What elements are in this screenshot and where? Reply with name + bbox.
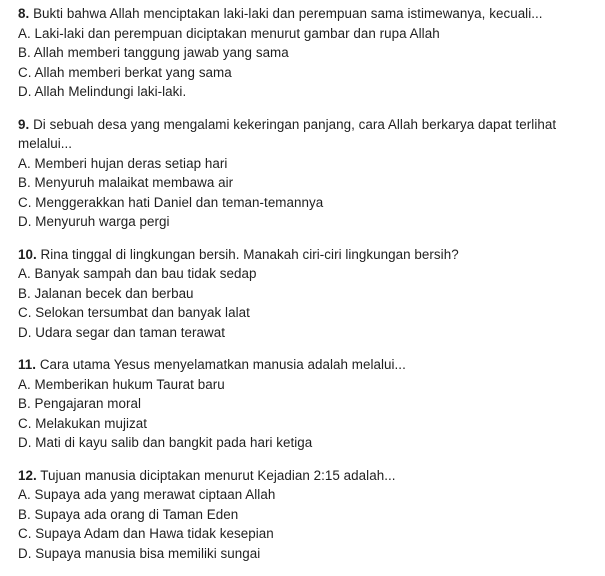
option-list (18, 375, 598, 453)
option-b: B. Supaya ada orang di Taman Eden (18, 506, 239, 522)
option-a: A. Banyak sampah dan bau tidak sedap (18, 266, 257, 281)
question-8 (18, 4, 598, 102)
option-d: D. Supaya manusia bisa memiliki sungai (18, 545, 261, 561)
option-c: C. Supaya Adam dan Hawa tidak kesepian (18, 526, 274, 541)
option-b: B. Jalanan becek dan berbau (18, 285, 194, 301)
option-d: D. Mati di kayu salib dan bangkit pada hari ketiga (18, 435, 313, 450)
question-prompt: Bukti bahwa Allah menciptakan laki-laki dan perempuan sama istimewanya, kecuali... (33, 6, 543, 21)
quiz-page (18, 4, 598, 576)
option-c: C. Selokan tersumbat dan banyak lalat (18, 305, 250, 320)
question-12 (18, 466, 598, 564)
question-10 (18, 245, 598, 343)
question-text (18, 355, 598, 375)
option-list (18, 485, 598, 563)
option-list (18, 154, 598, 232)
question-text (18, 4, 598, 24)
option-a: A. Supaya ada yang merawat ciptaan Allah (18, 487, 276, 502)
question-text (18, 466, 598, 486)
question-prompt: Di sebuah desa yang mengalami kekeringan panjang, cara Allah berkarya dapat terlihat melalui... (18, 116, 557, 151)
option-list (18, 264, 598, 342)
option-c: C. Melakukan mujizat (18, 415, 148, 431)
option-b: B. Pengajaran moral (18, 396, 142, 411)
question-prompt: Rina tinggal di lingkungan bersih. Manakah ciri-ciri lingkungan bersih? (40, 246, 459, 262)
option-b: B. Allah memberi tanggung jawab yang sama (18, 45, 289, 60)
question-9 (18, 115, 598, 232)
option-a: A. Memberikan hukum Taurat baru (18, 376, 225, 392)
option-c: C. Menggerakkan hati Daniel dan teman-temannya (18, 194, 324, 210)
question-number: 9. (18, 116, 30, 132)
question-number: 8. (18, 6, 30, 21)
question-11 (18, 355, 598, 453)
question-text (18, 245, 598, 265)
question-number: 11. (18, 357, 37, 372)
question-prompt: Cara utama Yesus menyelamatkan manusia adalah melalui... (39, 357, 406, 372)
option-c: C. Allah memberi berkat yang sama (18, 64, 232, 80)
option-a: A. Memberi hujan deras setiap hari (18, 155, 228, 171)
question-number: 12. (18, 467, 37, 483)
option-list (18, 24, 598, 102)
option-d: D. Menyuruh warga pergi (18, 214, 170, 229)
option-d: D. Allah Melindungi laki-laki. (18, 84, 187, 99)
option-d: D. Udara segar dan taman terawat (18, 324, 226, 340)
question-text (18, 115, 598, 154)
option-b: B. Menyuruh malaikat membawa air (18, 175, 234, 190)
question-number: 10. (18, 246, 37, 262)
option-a: A. Laki-laki dan perempuan diciptakan menurut gambar dan rupa Allah (18, 25, 440, 41)
question-prompt: Tujuan manusia diciptakan menurut Kejadian 2:15 adalah... (40, 467, 396, 483)
